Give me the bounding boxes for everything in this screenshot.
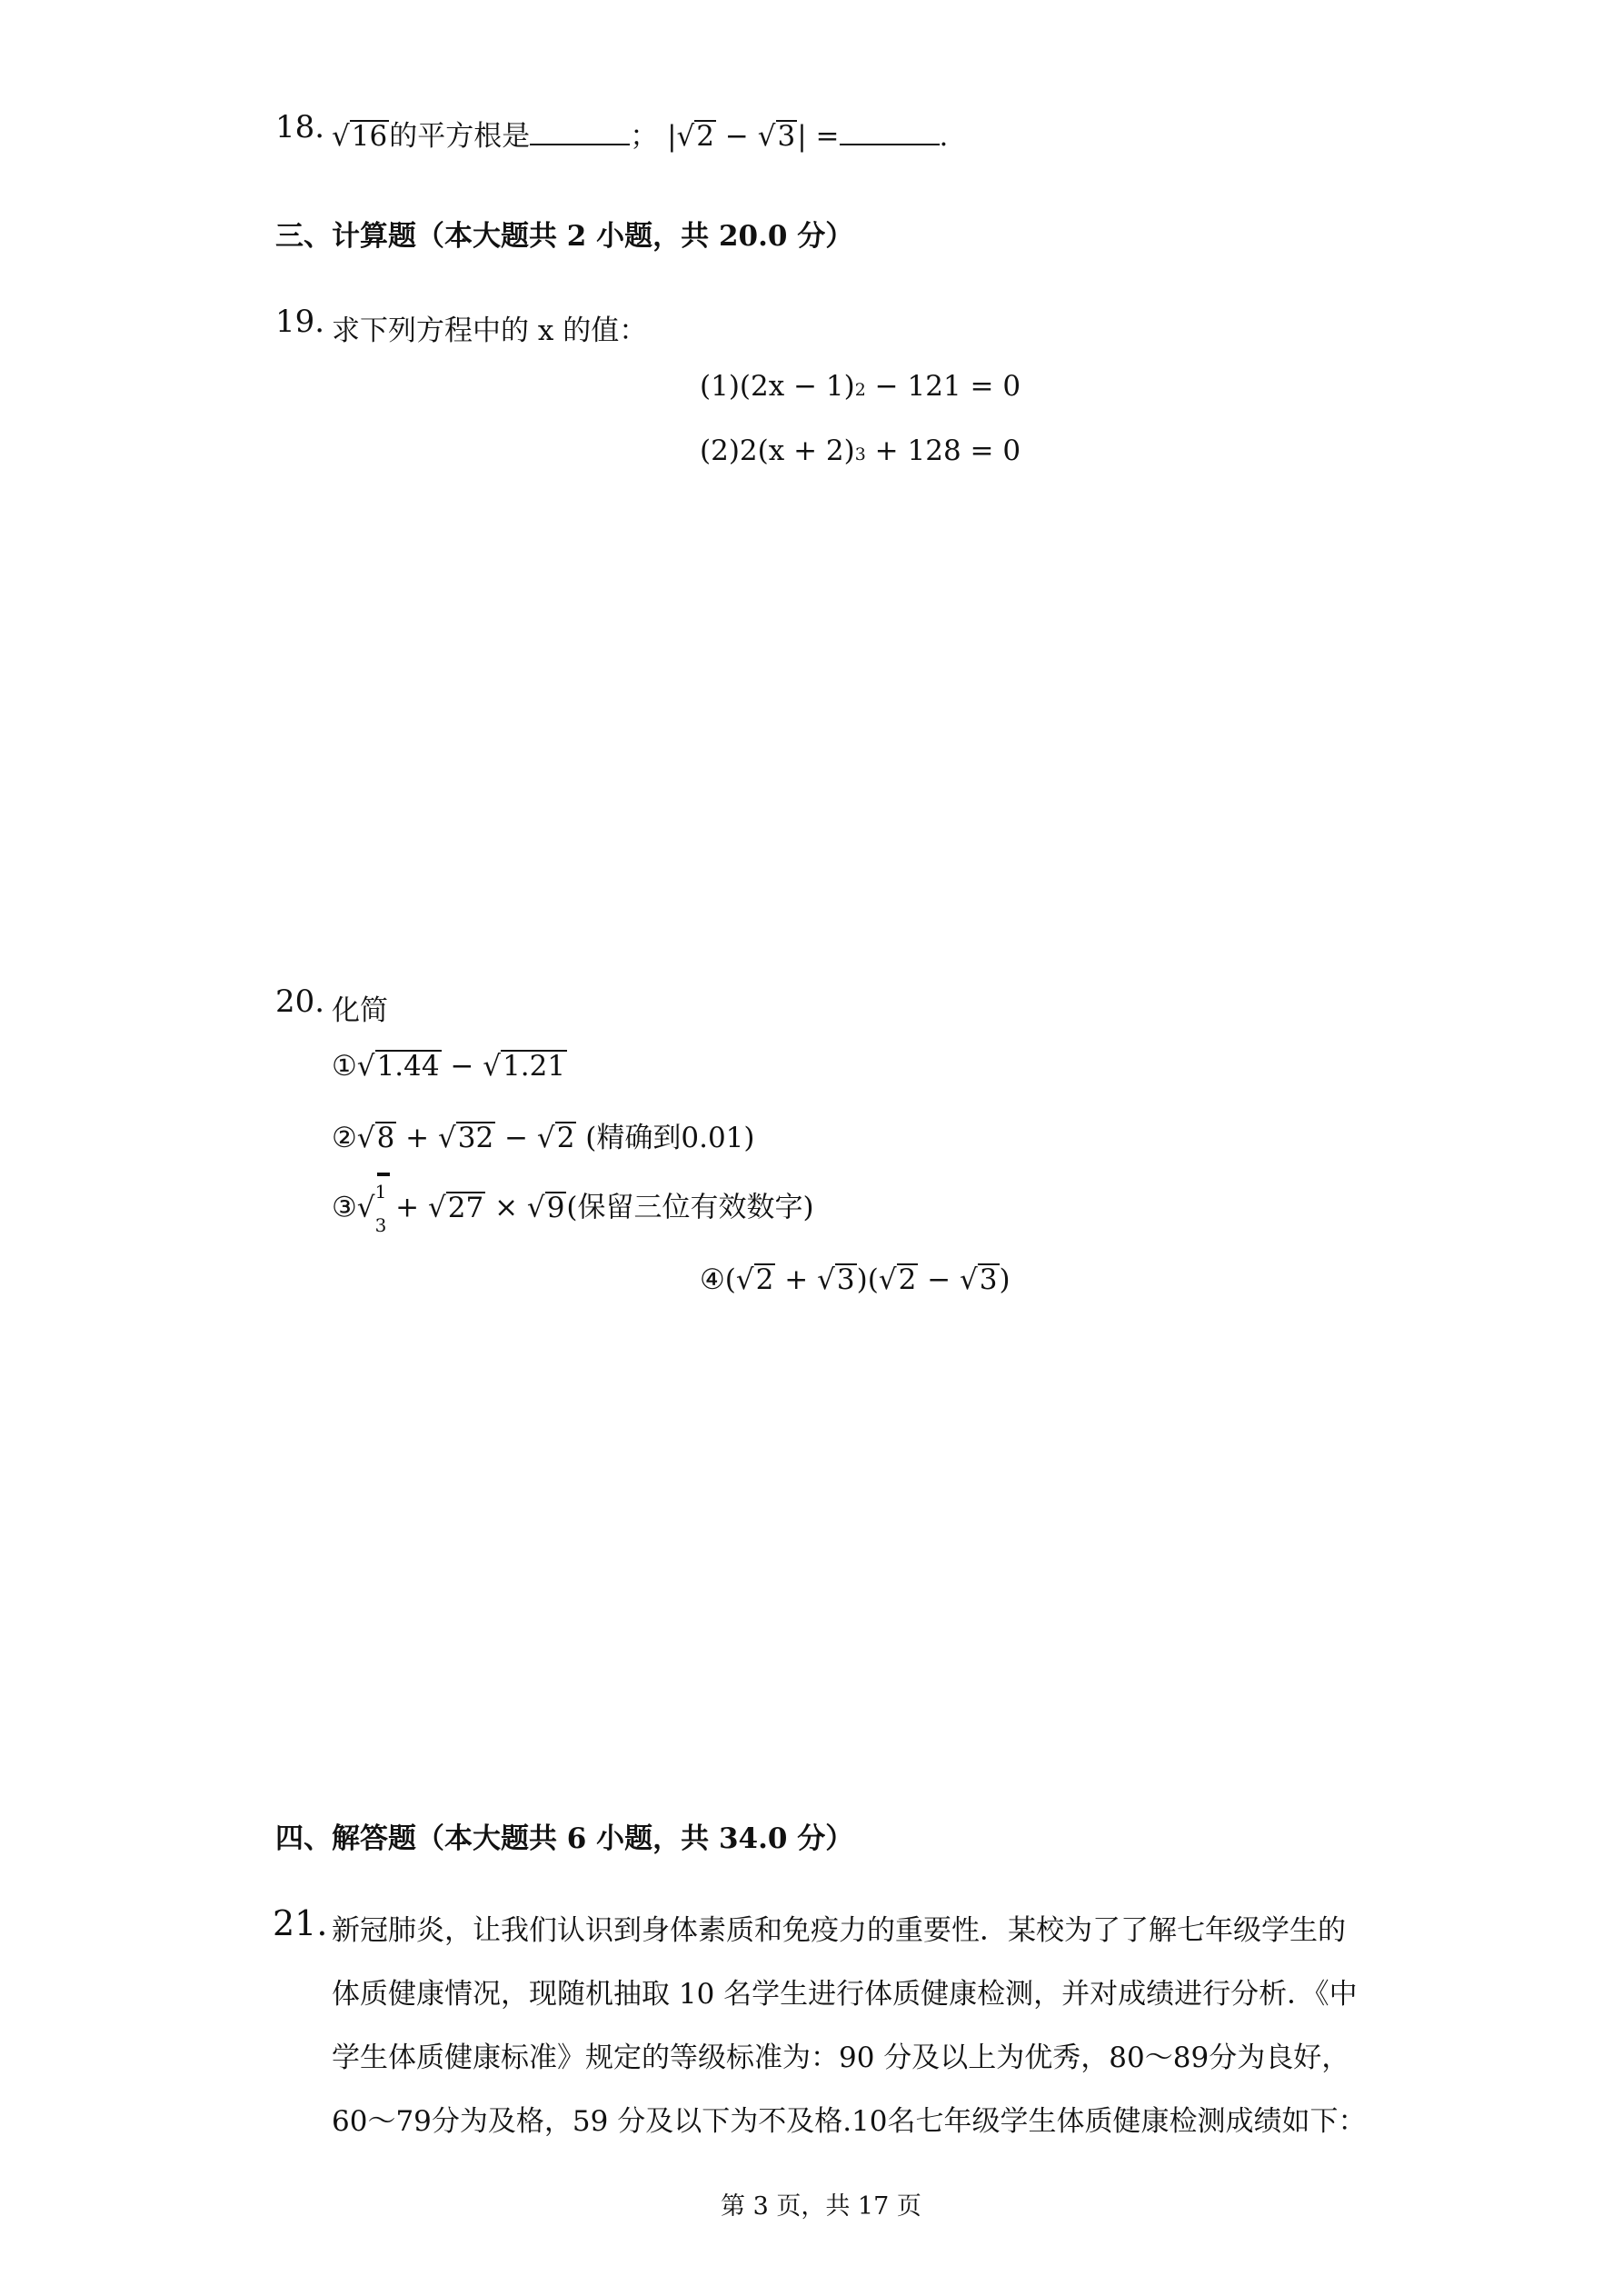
operator: − — [450, 1050, 474, 1083]
section-3-title: 三、计算题（本大题共 2 小题，共 20.0 分） — [275, 220, 854, 253]
sqrt-symbol: √ — [960, 1263, 978, 1296]
circled-mark-3: ③ — [332, 1191, 357, 1224]
radicand: 1.21 — [503, 1050, 566, 1083]
eq1-exponent: 2 — [854, 380, 866, 400]
equation-2 — [700, 434, 1021, 467]
minus-sign: − — [724, 120, 749, 153]
page-footer: 第 3 页，共 17 页 — [721, 2192, 921, 2221]
item-2-note: (精确到0.01) — [585, 1122, 755, 1154]
radicand: 2 — [898, 1263, 917, 1296]
answer-blank-1 — [530, 120, 630, 145]
period: . — [939, 120, 949, 153]
radicand: 8 — [376, 1122, 395, 1154]
question-19-prompt: 求下列方程中的 x 的值： — [332, 314, 648, 347]
sqrt-symbol: √ — [878, 1263, 897, 1296]
eq1-post: − 121 = 0 — [865, 370, 1021, 403]
question-number-19: 19. — [275, 304, 325, 340]
item-4 — [700, 1263, 1011, 1296]
radicand-2: 2 — [696, 120, 715, 153]
sqrt-symbol: √ — [757, 120, 776, 153]
eq1-pre: (1)(2x − 1) — [700, 370, 855, 403]
fraction-overbar — [377, 1173, 390, 1176]
paren-close: ) — [999, 1263, 1011, 1296]
section-4-title: 四、解答题（本大题共 6 小题，共 34.0 分） — [275, 1822, 854, 1855]
circled-mark-1: ① — [332, 1050, 357, 1083]
radicand: 1.44 — [376, 1050, 440, 1083]
paren-close: ) — [856, 1263, 868, 1296]
sqrt-symbol: √ — [356, 1122, 375, 1154]
radicand: 32 — [457, 1122, 494, 1154]
radicand: 3 — [979, 1263, 998, 1296]
question-21-line-4: 60～79分为及格，59 分及以下为不及格.10名七年级学生体质健康检测成绩如下： — [332, 2105, 1367, 2138]
question-21-line-3: 学生体质健康标准》规定的等级标准为：90 分及以上为优秀，80～89分为良好， — [332, 2041, 1350, 2074]
operator: − — [927, 1263, 951, 1296]
question-21-line-2: 体质健康情况，现随机抽取 10 名学生进行体质健康检测，并对成绩进行分析．《中 — [332, 1978, 1358, 2011]
sqrt-symbol: √ — [356, 1191, 375, 1224]
q18-sep: ； — [630, 120, 659, 153]
operator: + — [395, 1191, 420, 1224]
item-1 — [332, 1050, 567, 1083]
operator: + — [405, 1122, 430, 1154]
sqrt-symbol: √ — [332, 120, 350, 153]
q18-text-a: 的平方根是 — [389, 120, 531, 153]
radicand: 2 — [755, 1263, 774, 1296]
question-21-line-1: 新冠肺炎，让我们认识到身体素质和免疫力的重要性．某校为了了解七年级学生的 — [332, 1914, 1346, 1947]
sqrt-symbol: √ — [438, 1122, 456, 1154]
abs-bar-right: | — [797, 120, 807, 153]
operator: × — [494, 1191, 519, 1224]
sqrt-symbol: √ — [526, 1191, 545, 1224]
sqrt-symbol: √ — [356, 1050, 375, 1083]
fraction-one-third — [375, 1182, 387, 1236]
abs-bar-left: | — [667, 120, 677, 153]
sqrt-symbol: √ — [483, 1050, 502, 1083]
eq2-exponent: 3 — [854, 444, 866, 464]
answer-blank-2 — [840, 120, 940, 145]
circled-mark-4: ④ — [700, 1263, 725, 1296]
item-3-note: (保留三位有效数字) — [566, 1191, 814, 1224]
operator: − — [504, 1122, 529, 1154]
paren-open: ( — [867, 1263, 879, 1296]
fraction-numerator: 1 — [374, 1181, 387, 1203]
sqrt-symbol: √ — [676, 120, 695, 153]
radicand: 3 — [836, 1263, 855, 1296]
equation-1 — [700, 370, 1021, 403]
question-20-prompt: 化简 — [332, 994, 388, 1027]
radicand: 9 — [546, 1191, 565, 1224]
item-2 — [332, 1114, 755, 1155]
question-number-18: 18. — [275, 109, 325, 145]
fraction-denominator: 3 — [374, 1214, 387, 1236]
eq2-post: + 128 = 0 — [865, 434, 1021, 467]
item-3 — [332, 1182, 814, 1236]
paren-open: ( — [724, 1263, 736, 1296]
sqrt-symbol: √ — [817, 1263, 835, 1296]
sqrt-symbol: √ — [536, 1122, 555, 1154]
equals-sign: = — [815, 120, 840, 153]
question-number-20: 20. — [275, 983, 325, 1020]
radicand: 2 — [556, 1122, 575, 1154]
question-18-body — [332, 113, 948, 154]
sqrt-symbol: √ — [428, 1191, 446, 1224]
radicand: 27 — [447, 1191, 484, 1224]
radicand-16: 16 — [351, 120, 388, 153]
eq2-pre: (2)2(x + 2) — [700, 434, 855, 467]
question-number-21: 21. — [273, 1903, 328, 1943]
radicand-3: 3 — [777, 120, 796, 153]
sqrt-symbol: √ — [735, 1263, 754, 1296]
operator: + — [784, 1263, 809, 1296]
circled-mark-2: ② — [332, 1122, 357, 1154]
